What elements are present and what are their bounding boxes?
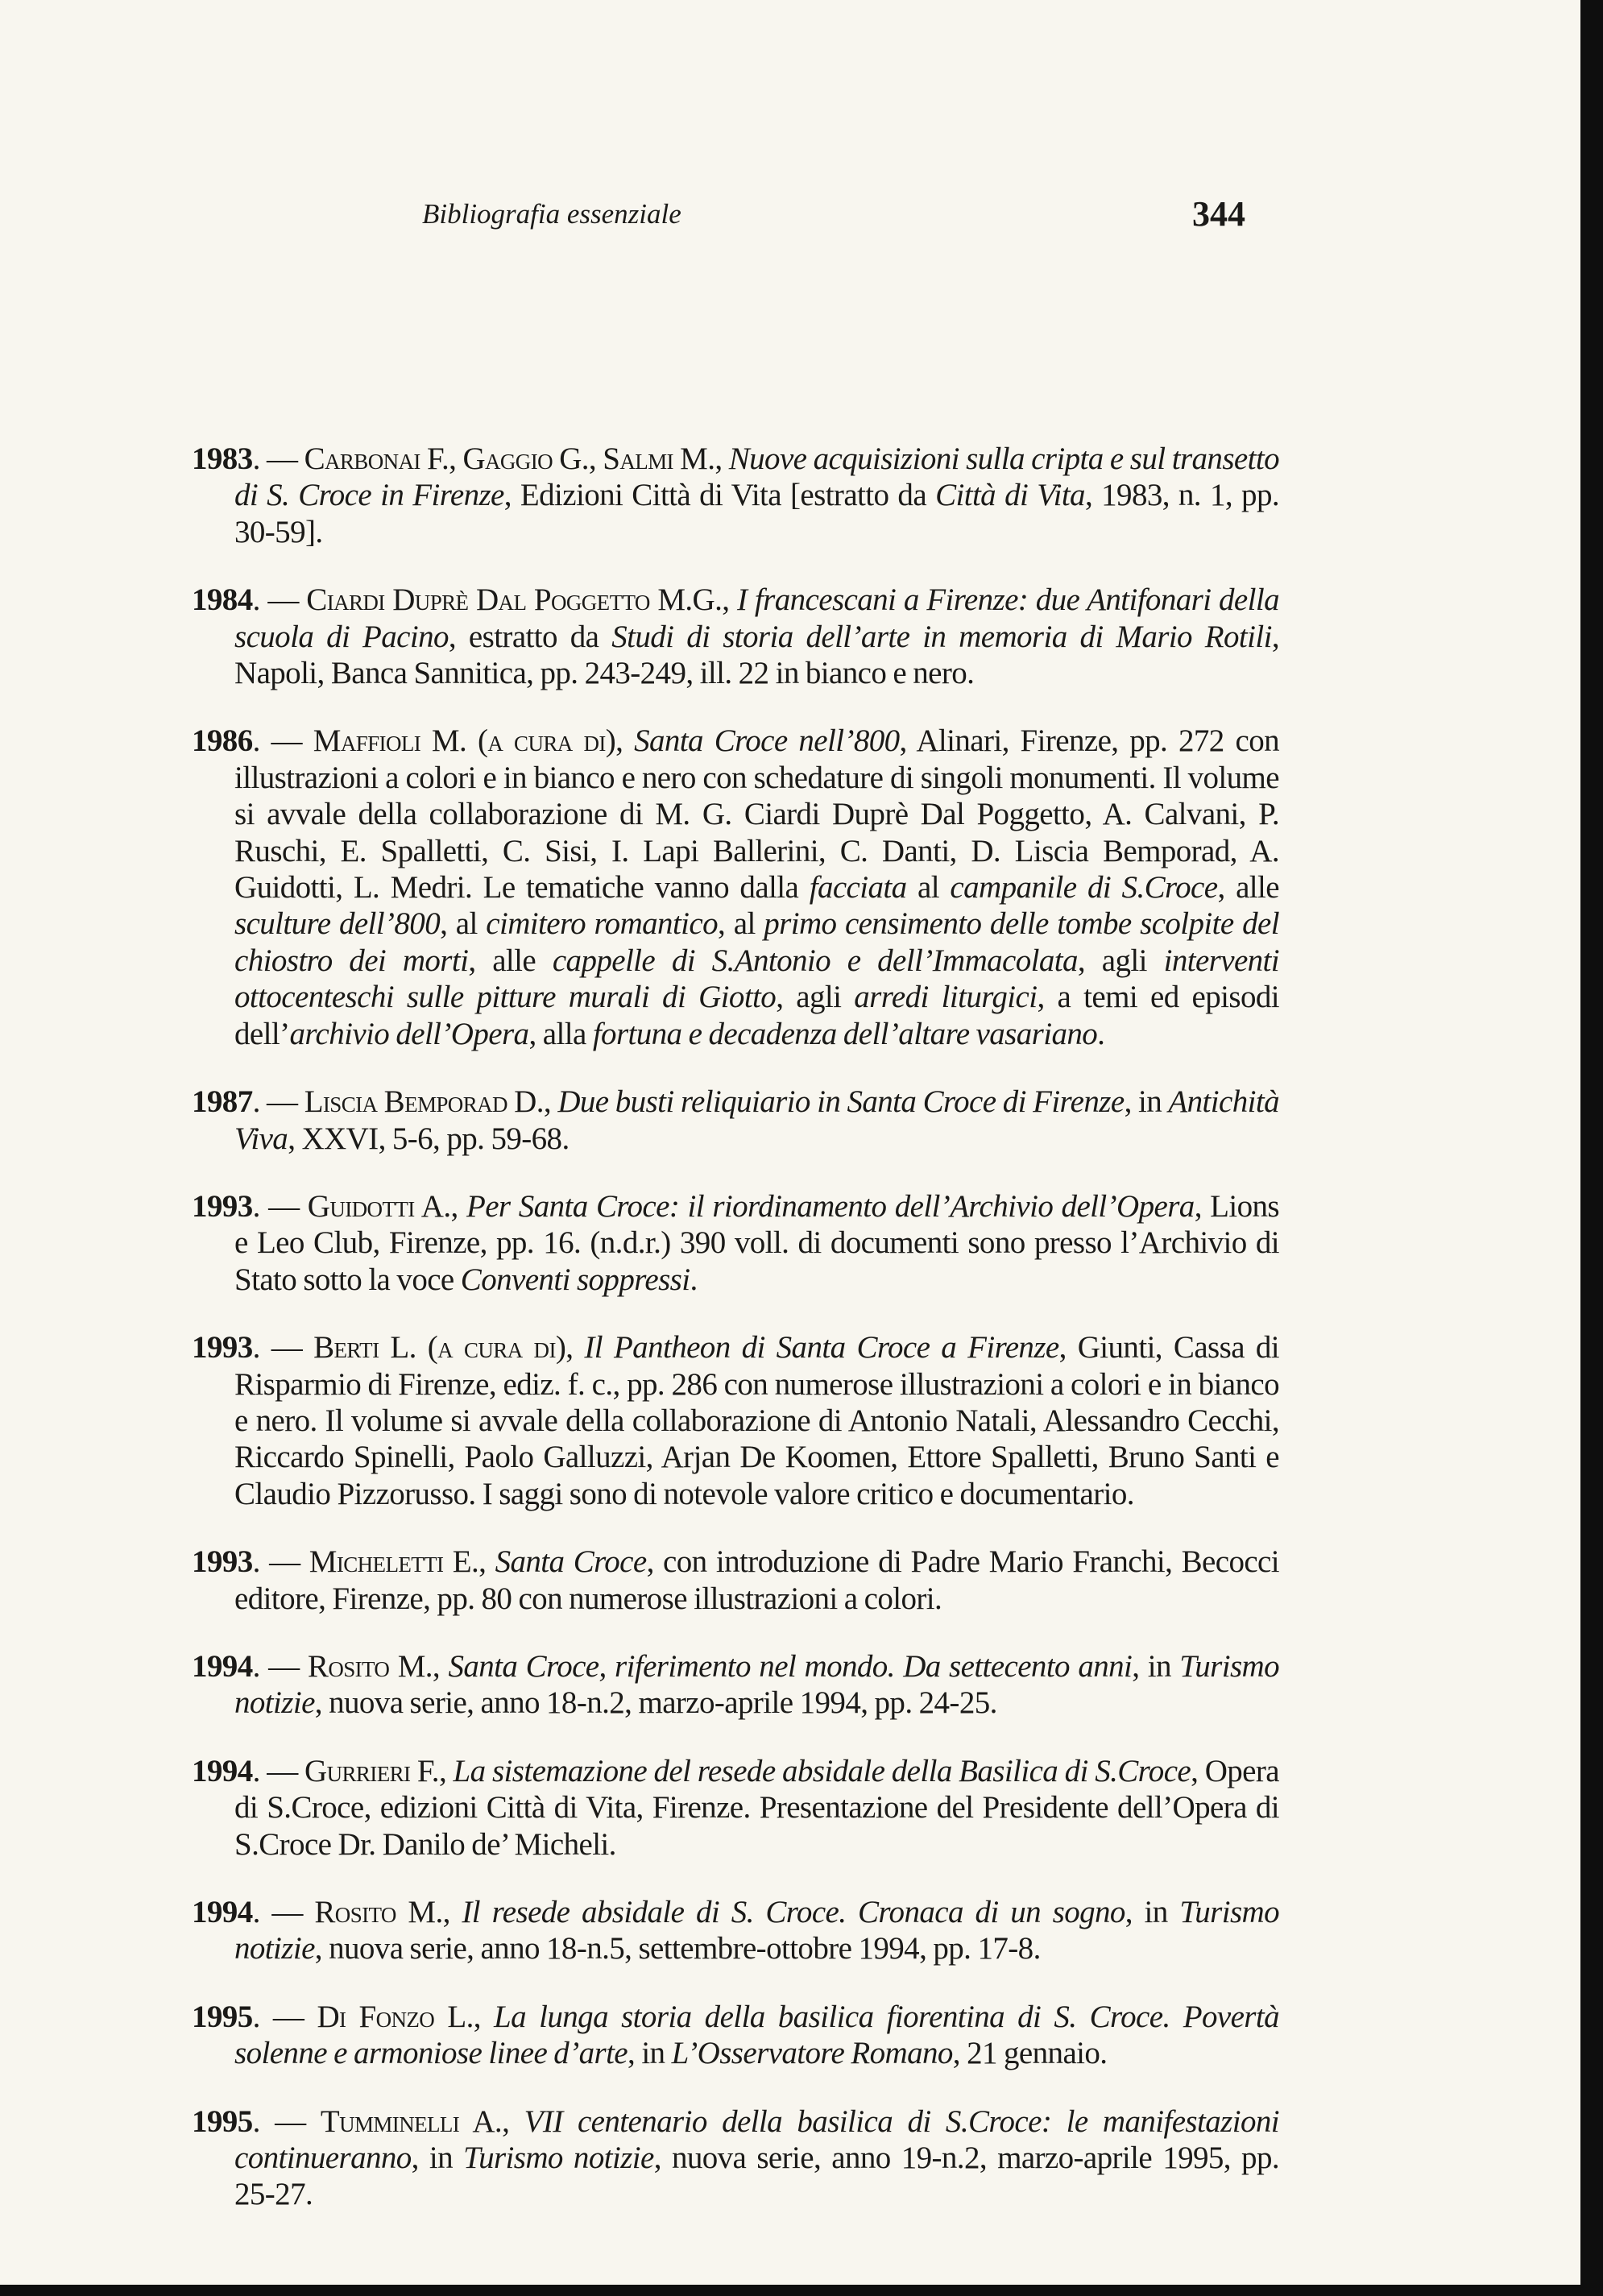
entry-text: . (1097, 1016, 1105, 1051)
bibliography-entry: 1986. — Maffioli M. (a cura di), Santa Croce nell’800, Alinari, Firenze, pp. 272 con illustrazioni a colori e in bianco e nero con schedature di singoli monumenti. Il volume si avvale della collaborazione di M. G. Ciardi Duprè Dal Poggetto, A. Calvani, P. Ruschi, E. Spalletti, C. Sisi, I. Lapi Ballerini, C. Danti, D. Liscia Bemporad, A. Guidotti, L. Medri. Le tematiche vanno dalla facciata al campanile di S.Croce, alle sculture dell’800, al cimitero romantico, al primo censimento delle tombe scolpite del chiostro dei morti, alle cappelle di S.Antonio e dell’Immacolata, agli interventi ottocenteschi sulle pitture murali di Giotto, agli arredi liturgici, a temi ed episodi dell’archivio dell’Opera, alla fortuna e decadenza dell’altare vasariano. (192, 723, 1280, 1051)
running-header: Bibliografia essenziale (422, 198, 681, 230)
entry-year: 1993 (192, 1188, 253, 1224)
entry-text: , 21 gennaio. (952, 2036, 1108, 2071)
entry-title-italic: sculture dell’800 (234, 906, 441, 942)
entry-year: 1995 (192, 1999, 253, 2034)
entry-year: 1994 (192, 1648, 253, 1684)
bibliography-entry: 1987. — Liscia Bemporad D., Due busti reliquiario in Santa Croce di Firenze, in Antichità Viva, XXVI, 5-6, pp. 59-68. (192, 1084, 1279, 1156)
entry-text: , in (628, 2036, 672, 2071)
entry-text: , in (1124, 1084, 1169, 1120)
entry-text: , nuova serie, anno 18-n.2, marzo-aprile 1994, pp. 24-25. (314, 1685, 997, 1721)
entry-author: Di Fonzo L., (317, 1999, 481, 2034)
entry-title-italic: Per Santa Croce: il riordinamento dell’Archivio dell’Opera (466, 1188, 1195, 1224)
entry-title-italic: I francescani a Firenze: due Antifonari della scuola di Pacino (234, 582, 1279, 654)
entry-author: Rosito M., (307, 1648, 441, 1684)
entry-author: Berti L. (a cura di), (313, 1330, 574, 1366)
entry-text: , alla (528, 1016, 593, 1051)
entry-text: , Giunti, Cassa di Risparmio di Firenze, ediz. f. c., pp. 286 con numerose illustrazioni a colori e in bianco e nero. Il volume si avvale della collaborazione di Antonio Natali, Alessandro Cecchi, Riccardo Spinelli, Paolo Galluzzi, Arjan De Koomen, Ettore Spalletti, Bruno Santi e Claudio Pizzorusso. I saggi sono di notevole valore critico e documentario. (234, 1330, 1279, 1511)
entry-text: , alle (1217, 870, 1279, 906)
entry-author: Carbonai F., Gaggio G., Salmi M., (304, 441, 723, 476)
entry-title-italic: Città di Vita (935, 478, 1085, 513)
entry-text: , con introduzione di Padre Mario Franchi, Becocci editore, Firenze, pp. 80 con numerose illustrazioni a colori. (234, 1544, 1280, 1616)
entry-author: Rosito M., (314, 1895, 450, 1929)
entry-title-italic: interventi ottocenteschi sulle pitture murali di Giotto (234, 943, 1280, 1015)
entry-title-italic: facciata (809, 870, 907, 906)
entry-author: Liscia Bemporad D., (304, 1084, 552, 1120)
entry-text: , Alinari, Firenze, pp. 272 con illustrazioni a colori e in bianco e nero con schedature di singoli monumenti. Il volume si avvale della collaborazione di M. G. Ciardi Duprè Dal Poggetto, A. Calvani, P. Ruschi, E. Spalletti, C. Sisi, I. Lapi Ballerini, C. Danti, D. Liscia Bemporad, A. Guidotti, L. Medri. Le tematiche vanno dalla (234, 723, 1279, 906)
entry-author: Maffioli M. (a cura di), (313, 723, 623, 759)
entry-year: 1986 (192, 723, 253, 759)
bibliography-entry: 1995. — Di Fonzo L., La lunga storia della basilica fiorentina di S. Croce. Povertà solenne e armoniose linee d’arte, in L’Osservatore Romano, 21 gennaio. (192, 1999, 1279, 2071)
bibliography-entry: 1995. — Tumminelli A., VII centenario della basilica di S.Croce: le manifestazioni continueranno, in Turismo notizie, nuova serie, anno 19-n.2, marzo-aprile 1995, pp. 25-27. (192, 2103, 1279, 2212)
entry-text: al (906, 870, 951, 906)
entry-text: , al (718, 906, 764, 942)
entry-text: , agli (1077, 943, 1164, 978)
entry-text: , XXVI, 5-6, pp. 59-68. (288, 1121, 570, 1156)
entry-title-italic: Santa Croce nell’800 (634, 723, 900, 759)
entry-title-italic: fortuna e decadenza dell’altare vasariano (592, 1016, 1098, 1051)
entry-title-italic: Conventi soppressi (460, 1262, 690, 1297)
entry-title-italic: Nuove acquisizioni sulla cripta e sul transetto di S. Croce in Firenze (234, 441, 1279, 513)
entry-text: , alle (468, 943, 553, 978)
entry-title-italic: cimitero romantico (486, 906, 719, 942)
entry-author: Tumminelli A., (320, 2103, 510, 2139)
entry-text: , in (1132, 1648, 1180, 1684)
entry-text: , Napoli, Banca Sannitica, pp. 243-249, ill. 22 in bianco e nero. (234, 619, 1279, 691)
entry-text: , nuova serie, anno 19-n.2, marzo-aprile 1995, pp. 25-27. (234, 2141, 1279, 2212)
bibliography-list (192, 409, 1279, 2218)
bibliography-entry: 1993. — Guidotti A., Per Santa Croce: il riordinamento dell’Archivio dell’Opera, Lions e Leo Club, Firenze, pp. 16. (n.d.r.) 390 voll. di documenti sono presso l’Archivio di Stato sotto la voce Conventi soppressi. (192, 1188, 1279, 1297)
entry-text: , a temi ed episodi dell’ (234, 980, 1279, 1051)
bibliography-entry: 1993. — Berti L. (a cura di), Il Pantheon di Santa Croce a Firenze, Giunti, Cassa di Risparmio di Firenze, ediz. f. c., pp. 286 con numerose illustrazioni a colori e in bianco e nero. Il volume si avvale della collaborazione di Antonio Natali, Alessandro Cecchi, Riccardo Spinelli, Paolo Galluzzi, Arjan De Koomen, Ettore Spalletti, Bruno Santi e Claudio Pizzorusso. I saggi sono di notevole valore critico e documentario. (192, 1330, 1279, 1511)
entry-title-italic: Turismo notizie (463, 2141, 654, 2176)
entry-title-italic: Due busti reliquiario in Santa Croce di Firenze (557, 1084, 1125, 1120)
entry-text: , Lions e Leo Club, Firenze, pp. 16. (n.d.r.) 390 voll. di documenti sono presso l’Archivio di Stato sotto la voce (234, 1188, 1279, 1297)
entry-title-italic: Santa Croce, riferimento nel mondo. Da settecento anni (448, 1648, 1133, 1684)
entry-year: 1993 (192, 1544, 253, 1580)
entry-author: Guidotti A., (307, 1188, 458, 1224)
entry-year: 1994 (192, 1753, 253, 1788)
entry-author: Micheletti E., (309, 1544, 487, 1580)
entry-text: , in (411, 2141, 464, 2176)
entry-title-italic: Antichità Viva (234, 1084, 1279, 1156)
entry-title-italic: Il Pantheon di Santa Croce a Firenze (584, 1330, 1059, 1366)
entry-text: , Opera di S.Croce, edizioni Città di Vita, Firenze. Presentazione del Presidente dell’Opera di S.Croce Dr. Danilo de’ Micheli. (234, 1753, 1279, 1862)
entry-title-italic: Turismo notizie (234, 1895, 1280, 1967)
entry-title-italic: VII centenario della basilica di S.Croce: le manifestazioni continueranno (234, 2103, 1279, 2176)
entry-title-italic: L’Osservatore Romano (671, 2036, 953, 2071)
entry-author: Ciardi Duprè Dal Poggetto M.G., (306, 582, 730, 618)
entry-title-italic: La sistemazione del resede absidale della Basilica di S.Croce (453, 1753, 1191, 1788)
entry-title-italic: Santa Croce (495, 1544, 647, 1580)
entry-text: , Edizioni Città di Vita [estratto da (503, 478, 936, 513)
entry-title-italic: La lunga storia della basilica fiorentina di S. Croce. Povertà solenne e armoniose linee d’arte (234, 1999, 1279, 2071)
entry-text: , nuova serie, anno 18-n.5, settembre-ottobre 1994, pp. 17-8. (314, 1931, 1041, 1967)
entry-title-italic: Studi di storia dell’arte in memoria di Mario Rotili (611, 619, 1272, 654)
entry-year: 1995 (192, 2103, 253, 2139)
entry-title-italic: Turismo notizie (234, 1648, 1279, 1721)
entry-text: , al (440, 906, 487, 942)
entry-author: Gurrieri F., (304, 1753, 447, 1788)
entry-year: 1983 (192, 441, 253, 476)
entry-year: 1987 (192, 1084, 253, 1120)
entry-title-italic: Il resede absidale di S. Croce. Cronaca di un sogno (462, 1895, 1125, 1929)
bibliography-entry: 1994. — Rosito M., Santa Croce, riferimento nel mondo. Da settecento anni, in Turismo notizie, nuova serie, anno 18-n.2, marzo-aprile 1994, pp. 24-25. (192, 1648, 1279, 1721)
entry-text: , estratto da (448, 619, 612, 654)
entry-text: , agli (776, 980, 855, 1015)
entry-year: 1993 (192, 1330, 253, 1366)
entry-title-italic: primo censimento delle tombe scolpite del chiostro dei morti (234, 906, 1280, 978)
entry-title-italic: campanile di S.Croce (950, 870, 1218, 906)
entry-year: 1984 (192, 582, 253, 618)
scan-edge-bottom (0, 2285, 1603, 2296)
entry-title-italic: archivio dell’Opera (289, 1016, 529, 1051)
bibliography-entry: 1993. — Micheletti E., Santa Croce, con introduzione di Padre Mario Franchi, Becocci editore, Firenze, pp. 80 con numerose illustrazioni a colori. (192, 1544, 1280, 1616)
entry-text: . (690, 1262, 698, 1297)
scan-edge-right (1580, 0, 1603, 2296)
bibliography-entry: 1983. — Carbonai F., Gaggio G., Salmi M., Nuove acquisizioni sulla cripta e sul transetto di S. Croce in Firenze, Edizioni Città di Vita [estratto da Città di Vita, 1983, n. 1, pp. 30-59]. (192, 441, 1280, 549)
bibliography-entry: 1994. — Gurrieri F., La sistemazione del resede absidale della Basilica di S.Croce, Opera di S.Croce, edizioni Città di Vita, Firenze. Presentazione del Presidente dell’Opera di S.Croce Dr. Danilo de’ Micheli. (192, 1753, 1279, 1862)
entry-title-italic: cappelle di S.Antonio e dell’Immacolata (552, 943, 1078, 978)
bibliography-entry: 1994. — Rosito M., Il resede absidale di S. Croce. Cronaca di un sogno, in Turismo notizie, nuova serie, anno 18-n.5, settembre-ottobre 1994, pp. 17-8. (192, 1895, 1280, 1967)
entry-text: , in (1125, 1895, 1180, 1929)
page-number: 344 (1192, 194, 1245, 234)
entry-text: , 1983, n. 1, pp. 30-59]. (234, 478, 1280, 549)
entry-title-italic: arredi liturgici (854, 980, 1038, 1015)
entry-year: 1994 (192, 1895, 253, 1929)
bibliography-entry: 1984. — Ciardi Duprè Dal Poggetto M.G., I francescani a Firenze: due Antifonari della scuola di Pacino, estratto da Studi di storia dell’arte in memoria di Mario Rotili, Napoli, Banca Sannitica, pp. 243-249, ill. 22 in bianco e nero. (192, 582, 1279, 691)
